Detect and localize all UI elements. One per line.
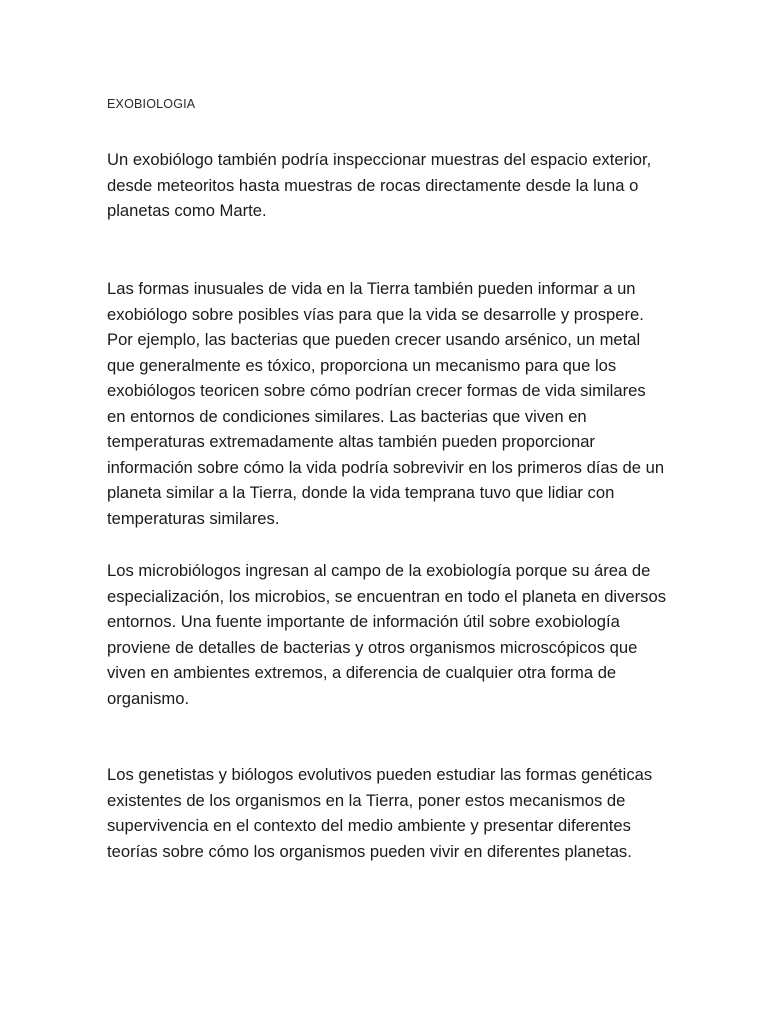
paragraph-3: Los microbiólogos ingresan al campo de la exobiología porque su área de especialización, los microbios, se encuentran en todo el planeta en diversos entornos. Una fuente importante de información útil sobre exobiología proviene de detalles de bacterias y otros organismos microscópicos que viven en ambientes extremos, a diferencia de cualquier otra forma de organismo. <box>107 561 666 708</box>
document-heading: EXOBIOLOGIA <box>107 97 196 111</box>
paragraph-4: Los genetistas y biólogos evolutivos pueden estudiar las formas genéticas existentes de los organismos en la Tierra, poner estos mecanismos de supervivencia en el contexto del medio ambiente y presentar diferentes teorías sobre cómo los organismos pueden vivir en diferentes planetas. <box>107 765 653 861</box>
paragraph-2: Las formas inusuales de vida en la Tierra también pueden informar a un exobiólogo sobre posibles vías para que la vida se desarrolle y prospere. Por ejemplo, las bacterias que pueden crecer usando arsénico, un metal que generalmente es tóxico, proporciona un mecanismo para que los exobiólogos teoricen sobre cómo podrían crecer formas de vida similares en entornos de condiciones similares. Las bacterias que viven en temperaturas extremadamente altas también pueden proporcionar información sobre cómo la vida podría sobrevivir en los primeros días de un planeta similar a la Tierra, donde la vida temprana tuvo que lidiar con temperaturas similares. <box>107 279 665 528</box>
paragraph-1: Un exobiólogo también podría inspeccionar muestras del espacio exterior, desde meteoritos hasta muestras de rocas directamente desde la luna o planetas como Marte. <box>107 150 652 220</box>
